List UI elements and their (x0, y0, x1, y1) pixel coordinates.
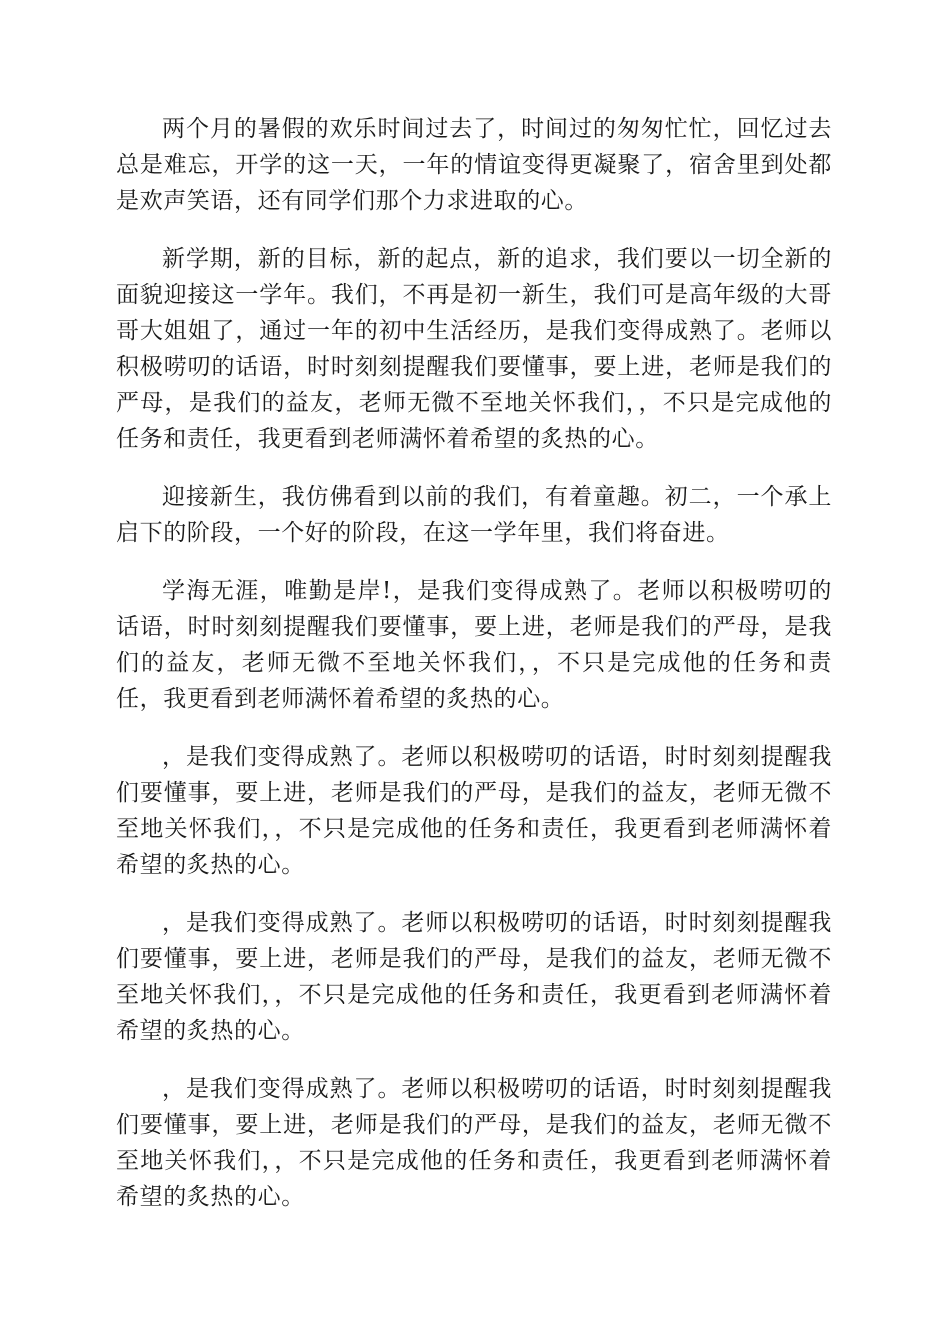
paragraph-3: 迎接新生，我仿佛看到以前的我们，有着童趣。初二，一个承上启下的阶段，一个好的阶段，在这一学年里，我们将奋进。 (116, 484, 832, 546)
paragraph-4: 学海无涯，唯勤是岸!，是我们变得成熟了。老师以积极唠叨的话语，时时刻刻提醒我们要懂事，要上进，老师是我们的严母，是我们的益友，老师无微不至地关怀我们，，不只是完成他的任务和责任，我更看到老师满怀着希望的炙热的心。 (116, 578, 832, 712)
document-body (116, 111, 832, 1237)
paragraph-1: 两个月的暑假的欢乐时间过去了，时间过的匆匆忙忙，回忆过去总是难忘，开学的这一天，一年的情谊变得更凝聚了，宿舍里到处都是欢声笑语，还有同学们那个力求进取的心。 (116, 116, 832, 214)
paragraph-2: 新学期，新的目标，新的起点，新的追求，我们要以一切全新的面貌迎接这一学年。我们，不再是初一新生，我们可是高年级的大哥哥大姐姐了，通过一年的初中生活经历，是我们变得成熟了。老师以积极唠叨的话语，时时刻刻提醒我们要懂事，要上进，老师是我们的严母，是我们的益友，老师无微不至地关怀我们，，不只是完成他的任务和责任，我更看到老师满怀着希望的炙热的心。 (116, 246, 832, 452)
paragraph-7: ，是我们变得成熟了。老师以积极唠叨的话语，时时刻刻提醒我们要懂事，要上进，老师是我们的严母，是我们的益友，老师无微不至地关怀我们，，不只是完成他的任务和责任，我更看到老师满怀着希望的炙热的心。 (116, 1076, 832, 1210)
paragraph-6: ，是我们变得成熟了。老师以积极唠叨的话语，时时刻刻提醒我们要懂事，要上进，老师是我们的严母，是我们的益友，老师无微不至地关怀我们，，不只是完成他的任务和责任，我更看到老师满怀着希望的炙热的心。 (116, 910, 832, 1044)
paragraph-5: ，是我们变得成熟了。老师以积极唠叨的话语，时时刻刻提醒我们要懂事，要上进，老师是我们的严母，是我们的益友，老师无微不至地关怀我们，，不只是完成他的任务和责任，我更看到老师满怀着希望的炙热的心。 (116, 744, 832, 878)
